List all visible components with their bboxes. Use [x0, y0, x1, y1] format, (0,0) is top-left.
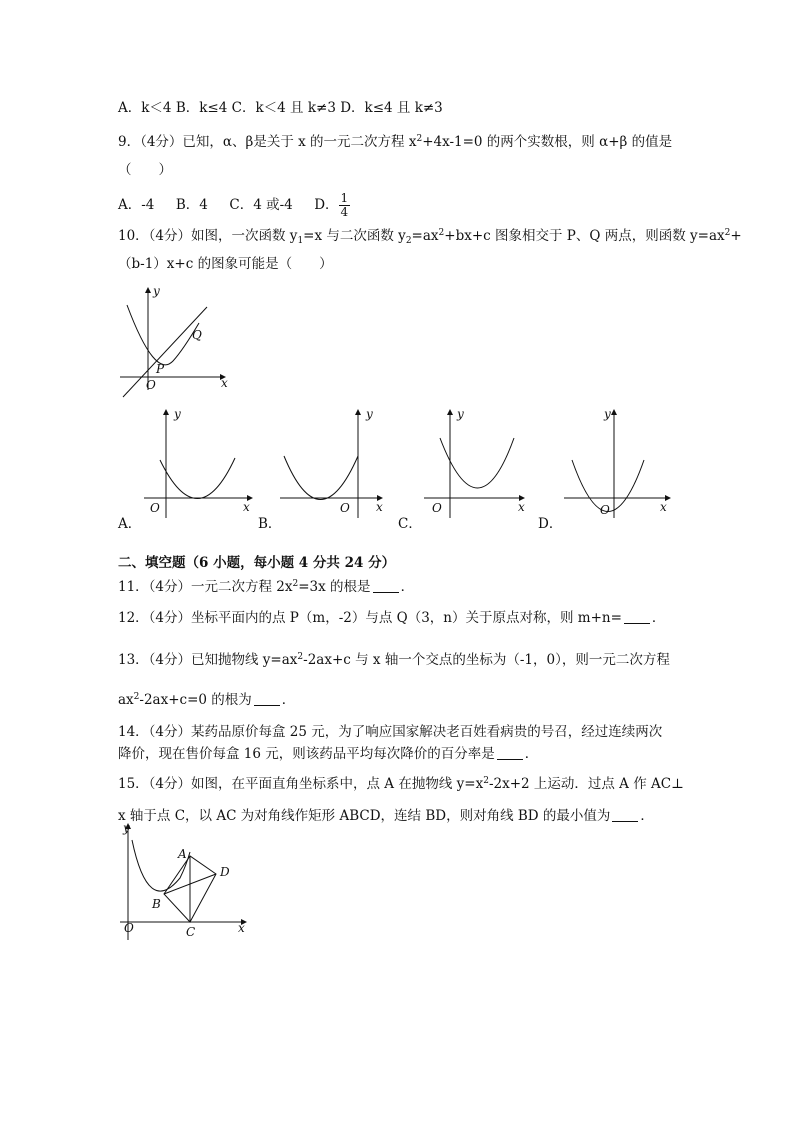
q10-option-c-label: C． — [398, 516, 422, 532]
svg-text:x: x — [376, 500, 383, 514]
q10-option-d-label: D． — [538, 516, 563, 532]
q10-origin-label: O — [146, 378, 156, 392]
q10-option-d-graph — [560, 408, 680, 518]
svg-text:y: y — [604, 407, 611, 421]
q10-figure — [115, 285, 235, 395]
q9-answer-paren: （ ） — [118, 162, 172, 178]
svg-text:O: O — [150, 501, 160, 515]
svg-text:C: C — [186, 925, 196, 939]
q9-paren — [118, 160, 172, 180]
q15-answer-blank[interactable] — [612, 809, 638, 822]
svg-text:x: x — [243, 500, 250, 514]
q15-line2: x 轴于点 C，以 AC 为对角线作矩形 ABCD，连结 BD，则对角线 BD 的最小值为 ． — [118, 808, 654, 824]
q15-figure — [118, 822, 253, 942]
q10-parabola — [127, 305, 199, 365]
q13: 13．（4分）已知抛物线 $y=ax^2-2ax+c$ 与 x 轴一个交点的坐标为（-1，0），则一元二次方程 — [118, 652, 670, 668]
svg-text:A: A — [178, 847, 187, 861]
q11: 11．（4分）一元二次方程 $2x^2=3x$ 的根是 ． — [118, 579, 415, 595]
q8-option-c: C．k＜4 且 k≠3 — [231, 100, 336, 116]
q9-sup: 2 — [416, 134, 423, 144]
q10-option-a-graph — [140, 408, 255, 518]
svg-text:x: x — [660, 500, 667, 514]
q9-stem — [118, 132, 672, 152]
q10-x-label: x — [221, 376, 228, 390]
q10-option-b-label: B． — [258, 516, 282, 532]
q10-option-b-graph — [280, 408, 395, 518]
q14-line2: 降价，现在售价每盒 16 元，则该药品平均每次降价的百分率是 ． — [118, 746, 539, 762]
q15: 15．（4分）如图，在平面直角坐标系中，点 A 在抛物线 $y=x^2-2x+2$ 上运动．过点 A 作 AC⊥ — [118, 776, 684, 792]
q10-stem-line2: （b-1）x+c 的图象可能是（ ） — [118, 256, 333, 272]
q9-option-d: D． — [314, 197, 339, 213]
q9-text-2: +4x-1=0 的两个实数根，则 α+β 的值是 — [422, 134, 673, 150]
svg-text:y: y — [174, 407, 181, 421]
q10-q-label: Q — [192, 328, 202, 342]
q10-stem: 10．（4分）如图，一次函数 $y_1=x$ 与二次函数 $y_2=ax^2+bx+c$ 图象相交于 P、Q 两点，则函数 $y=ax^2+$ — [118, 228, 742, 246]
svg-text:x: x — [238, 921, 245, 935]
svg-text:O: O — [432, 501, 442, 515]
q9-option-a: A．-4 — [118, 197, 155, 213]
q9-option-d-fraction: $\frac{1}{4}$ — [340, 191, 349, 219]
q9-option-c: C．4 或-4 — [229, 197, 293, 213]
q10-option-c-graph — [422, 408, 537, 518]
q12-answer-blank[interactable] — [624, 611, 650, 624]
q11-answer-blank[interactable] — [373, 580, 399, 593]
svg-text:O: O — [340, 501, 350, 515]
svg-text:y: y — [123, 821, 130, 835]
q9-text: 9．（4分）已知，α、β是关于 x 的一元二次方程 x — [118, 134, 417, 150]
q14: 14．（4分）某药品原价每盒 25 元，为了响应国家解决老百姓看病贵的号召，经过连续两次 — [118, 724, 663, 740]
q10-p-label: P — [156, 362, 165, 376]
svg-text:y: y — [457, 407, 464, 421]
q10-option-a-label: A． — [118, 516, 142, 532]
q9-options — [118, 190, 350, 220]
q10-y-label: y — [153, 284, 160, 298]
q13-line2: $ax^2-2ax+c=0$ 的根为 ． — [118, 692, 296, 708]
svg-text:y: y — [366, 407, 373, 421]
q8-option-d: D．k≤4 且 k≠3 — [340, 100, 443, 116]
svg-text:O: O — [124, 921, 134, 935]
svg-text:D: D — [220, 865, 230, 879]
q8-options — [118, 98, 443, 118]
svg-text:O: O — [600, 503, 610, 517]
q13-answer-blank[interactable] — [254, 693, 280, 706]
q14-answer-blank[interactable] — [497, 747, 523, 760]
q9-option-b: B．4 — [175, 197, 208, 213]
q8-option-a: A．k＜4 — [118, 100, 172, 116]
q8-option-b: B．k≤4 — [175, 100, 228, 116]
q12: 12．（4分）坐标平面内的点 P（m，-2）与点 Q（3，n）关于原点对称，则 m+n= ． — [118, 610, 666, 626]
section-2-title: 二、填空题（6 小题，每小题 4 分共 24 分） — [118, 555, 396, 571]
svg-text:x: x — [518, 500, 525, 514]
svg-text:B: B — [152, 897, 161, 911]
q10-linear-graph — [123, 307, 207, 397]
